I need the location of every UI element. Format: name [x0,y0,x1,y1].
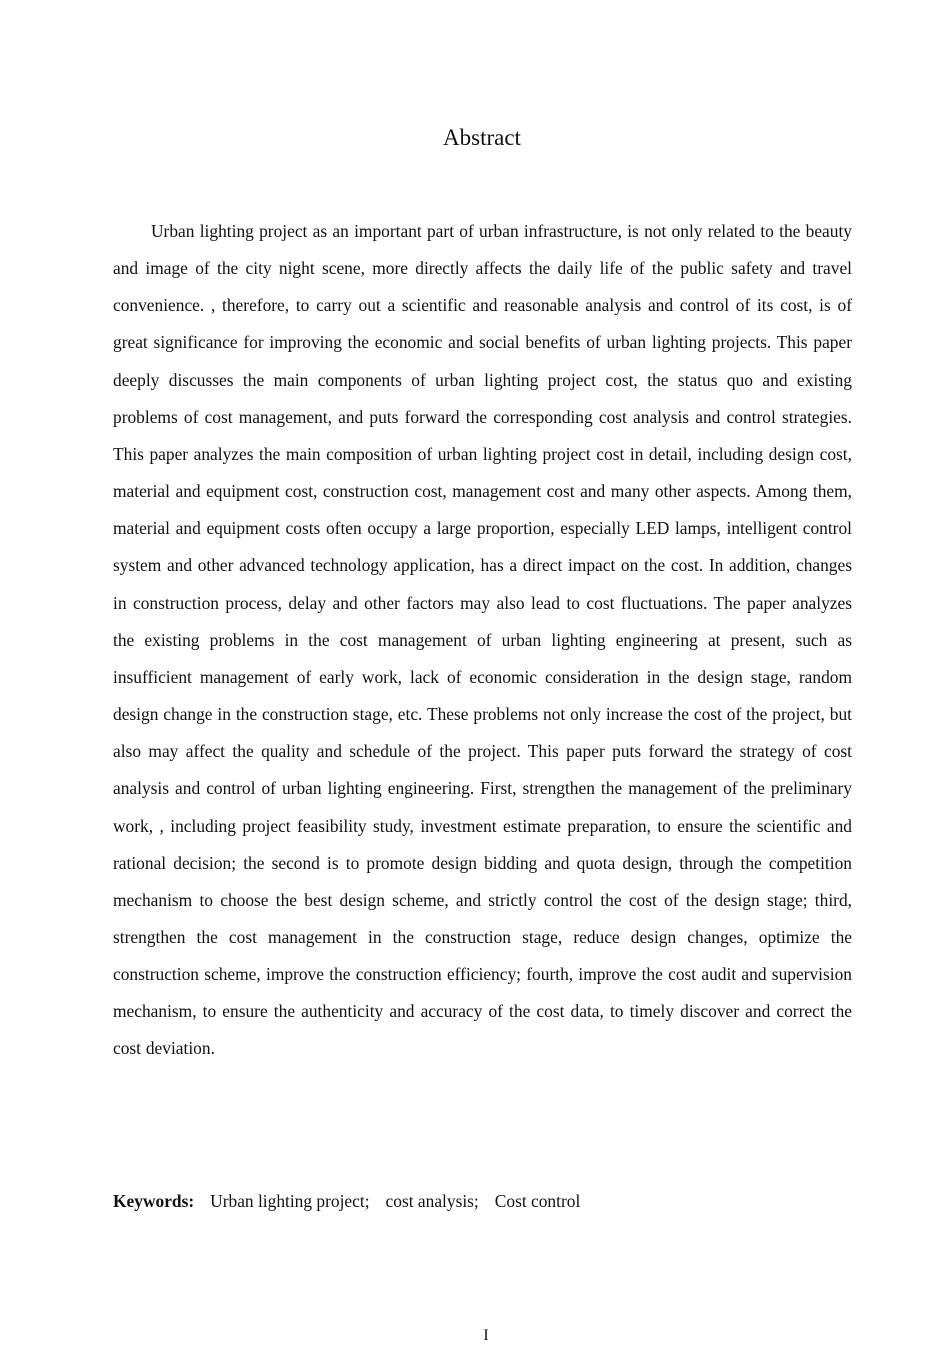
page-number: I [483,1327,489,1344]
keyword-item: Urban lighting project; [210,1191,370,1211]
keyword-item: Cost control [494,1191,581,1211]
abstract-body: Urban lighting project as an important part of urban infrastructure, is not only related to the beauty and image of the city night scene, more directly affects the daily life of the public safety and travel convenience. , therefore, to carry out a scientific and reasonable analysis and control of its cost, is of great significance for improving the economic and social benefits of urban lighting projects. This paper deeply discusses the main components of urban lighting project cost, the status quo and existing problems of cost management, and puts forward the corresponding cost analysis and control strategies. This paper analyzes the main composition of urban lighting project cost in detail, including design cost, material and equipment cost, construction cost, management cost and many other aspects. Among them, material and equipment costs often occupy a large proportion, especially LED lamps, intelligent control system and other advanced technology application, has a direct impact on the cost. In addition, changes in construction process, delay and other factors may also lead to cost fluctuations. The paper analyzes the existing problems in the cost management of urban lighting engineering at present, such as insufficient management of early work, lack of economic consideration in the design stage, random design change in the construction stage, etc. These problems not only increase the cost of the project, but also may affect the quality and schedule of the project. This paper puts forward the strategy of cost analysis and control of urban lighting engineering. First, strengthen the management of the preliminary work, , including project feasibility study, investment estimate preparation, to ensure the scientific and rational decision; the second is to promote design bidding and quota design, through the competition mechanism to choose the best design scheme, and strictly control the cost of the design stage; third, strengthen the cost management in the construction stage, reduce design changes, optimize the construction scheme, improve the construction efficiency; fourth, improve the cost audit and supervision mechanism, to ensure the authenticity and accuracy of the cost data, to timely discover and correct the cost deviation. [113,221,852,1059]
keywords-label: Keywords: [113,1191,195,1211]
abstract-title: Abstract [443,125,521,150]
keyword-item: cost analysis; [385,1191,479,1211]
keywords-line [113,1186,852,1216]
